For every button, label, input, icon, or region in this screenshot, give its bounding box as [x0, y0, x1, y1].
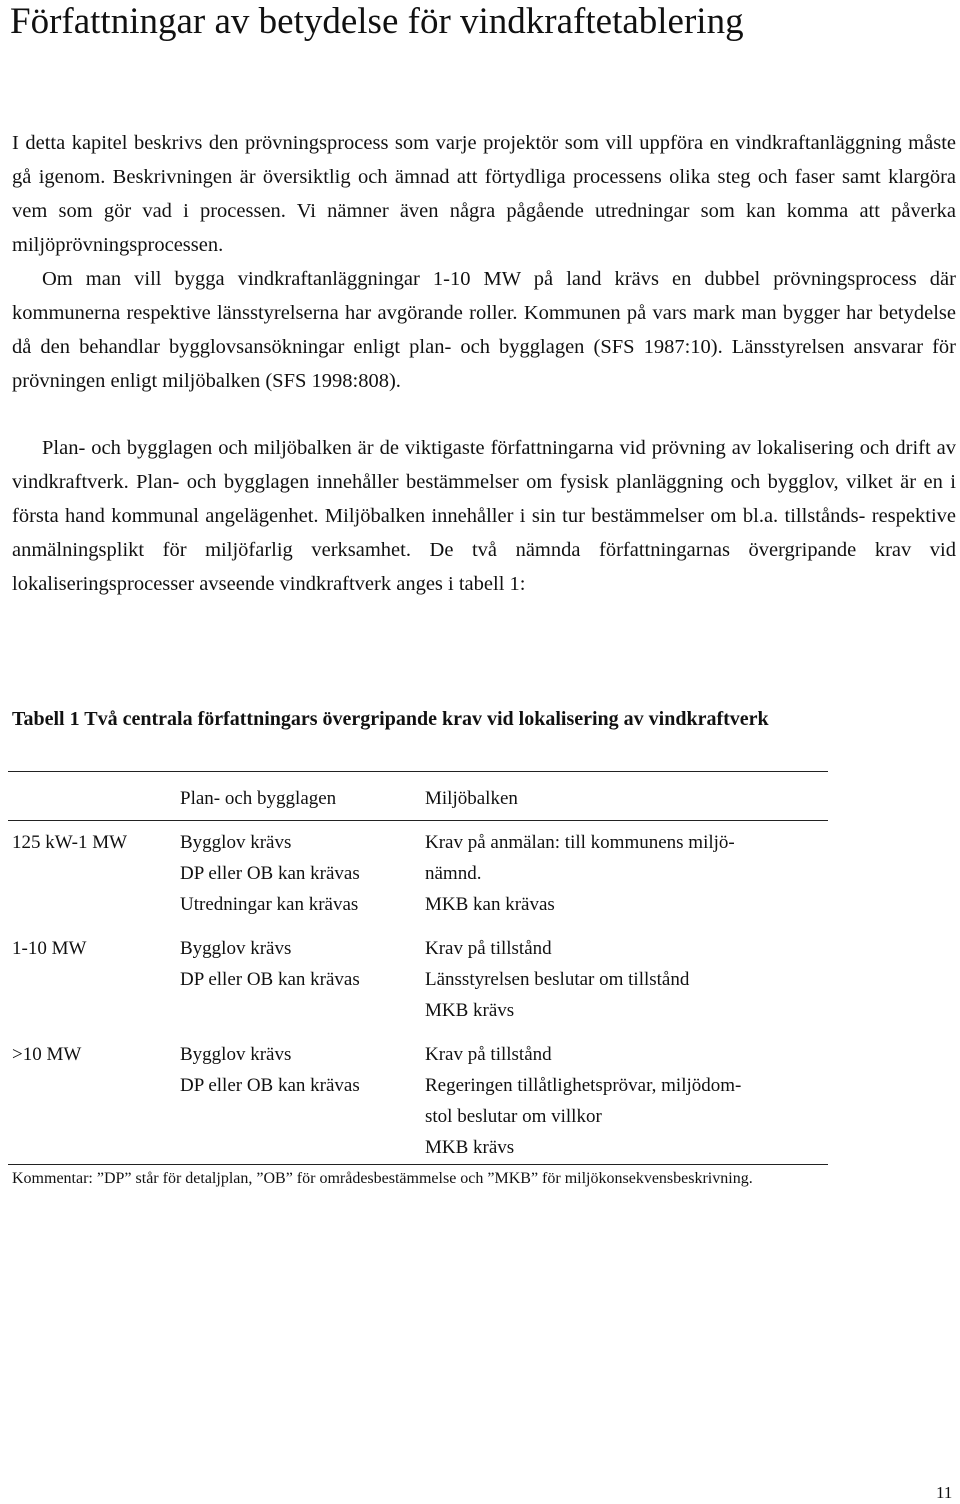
mb-requirement: MKB krävs	[425, 1000, 515, 1021]
paragraph-intro: I detta kapitel beskrivs den prövningsprocess som varje projektör som vill uppföra en vindkraftanläggning måste gå igenom. Beskrivningen är översiktlig och ämnad att förtydliga processens olika steg och faser samt klargöra vem som gör vad i processen. Vi nämner även några pågående utredningar som kan komma att påverka miljöprövningsprocessen.	[12, 132, 956, 256]
row-size: 1-10 MW	[12, 938, 87, 959]
pbl-requirement: Bygglov krävs	[180, 938, 292, 959]
page-number: 11	[936, 1483, 953, 1502]
table-top-rule	[8, 771, 828, 772]
row-size: >10 MW	[12, 1044, 82, 1065]
table-comment: Kommentar: ”DP” står för detaljplan, ”OB” för områdesbestämmelse och ”MKB” för miljökonsekvensbeskrivning.	[12, 1170, 753, 1187]
paragraph-laws: Plan- och bygglagen och miljöbalken är de viktigaste författningarna vid prövning av lokalisering och drift av vindkraftverk. Plan- och bygglagen innehåller bestämmelser om fysisk planläggning och bygglov, vilket är en i första hand kommunal angelägenhet. Miljöbalken innehåller i sin tur bestämmelser om bl.a. tillstånds- respektive anmälningsplikt för miljöfarlig verksamhet. De två nämnda författningarnas övergripande krav vid lokaliseringsprocesser avseende vindkraftverk anges i tabell 1:	[12, 437, 956, 595]
pbl-requirement: DP eller OB kan krävas	[180, 1075, 360, 1096]
page-title: Författningar av betydelse för vindkraftetablering	[10, 1, 744, 42]
table-header-rule	[8, 820, 828, 821]
header-plan-och-bygglagen: Plan- och bygglagen	[180, 788, 337, 809]
pbl-requirement: Bygglov krävs	[180, 1044, 292, 1065]
pbl-requirement: Utredningar kan krävas	[180, 894, 359, 915]
mb-requirement: MKB krävs	[425, 1137, 515, 1158]
mb-requirement: nämnd.	[425, 863, 482, 884]
paragraph-dual-process: Om man vill bygga vindkraftanläggningar 1-10 MW på land krävs en dubbel prövningsprocess där kommunerna respektive länsstyrelserna har avgörande roller. Kommunen på vars mark man bygger har betydelse då den behandlar bygglovsansökningar enligt plan- och bygglagen (SFS 1987:10). Länsstyrelsen ansvarar för prövningen enligt miljöbalken (SFS 1998:808).	[12, 268, 956, 392]
pbl-requirement: DP eller OB kan krävas	[180, 863, 360, 884]
pbl-requirement: DP eller OB kan krävas	[180, 969, 360, 990]
header-miljobalken: Miljöbalken	[425, 788, 518, 809]
mb-requirement: Krav på tillstånd	[425, 938, 552, 959]
pbl-requirement: Bygglov krävs	[180, 832, 292, 853]
table-caption: Tabell 1 Två centrala författningars övergripande krav vid lokalisering av vindkraftverk	[12, 708, 769, 730]
row-size: 125 kW-1 MW	[12, 832, 128, 853]
mb-requirement: Krav på anmälan: till kommunens miljö-	[425, 832, 735, 853]
mb-requirement: MKB kan krävas	[425, 894, 555, 915]
mb-requirement: Krav på tillstånd	[425, 1044, 552, 1065]
mb-requirement: Länsstyrelsen beslutar om tillstånd	[425, 969, 690, 990]
mb-requirement: Regeringen tillåtlighetsprövar, miljödom-	[425, 1075, 742, 1096]
mb-requirement: stol beslutar om villkor	[425, 1106, 602, 1127]
